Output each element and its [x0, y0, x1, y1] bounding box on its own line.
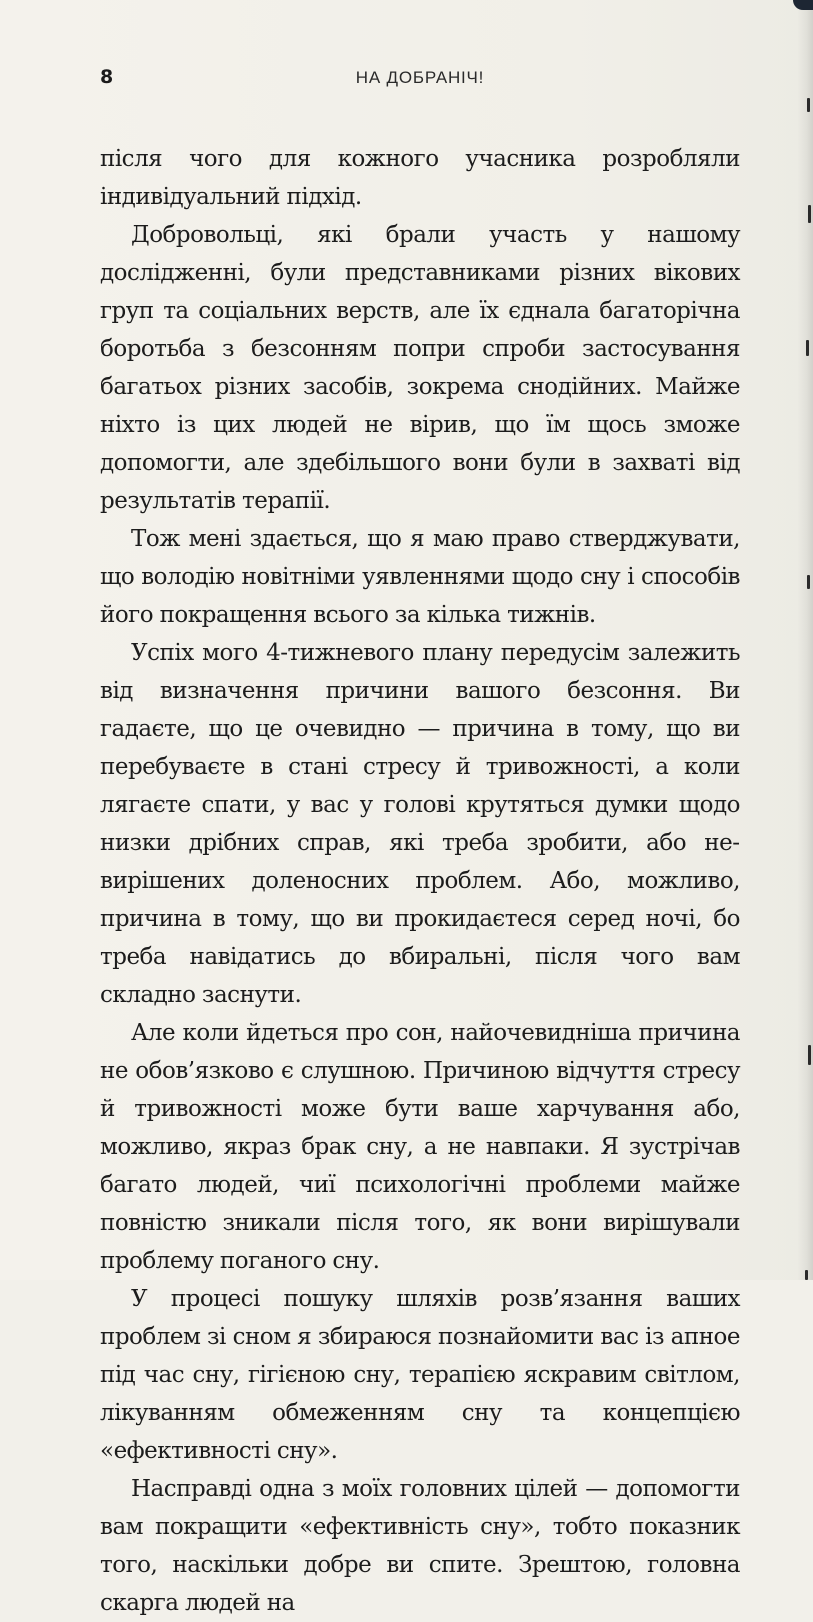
edge-mark — [806, 340, 809, 356]
page-number: 8 — [100, 66, 114, 88]
paragraph: У процесі пошуку шляхів розв’язання ваших проблем зі сном я збираюся познайомити вас із апное під час сну, гігієною сну, терапією яскравим світлом, лікуванням обмеженням сну та концепцією «ефективності сну». — [100, 1286, 740, 1464]
paragraph: Добровольці, які брали участь у нашому дослідженні, були представниками різних вікових груп та соціальних верств, але їх єднала багаторічна боротьба з безсонням попри спроби застосування багатьох різних засобів, зокрема снодійних. Майже ніхто із цих людей не вірив, що їм щось зможе допомогти, але здебільшого вони були в захваті від результатів терапії. — [100, 222, 740, 514]
paragraph: Насправді одна з моїх головних цілей — допомогти вам покращити «ефективність сну», тобто показник того, наскільки добре ви спите. Зрештою, головна скарга людей на — [100, 1476, 740, 1616]
corner-mark — [793, 0, 813, 10]
page-header — [100, 66, 740, 94]
edge-mark — [805, 1270, 808, 1280]
running-title: НА ДОБРАНІЧ! — [355, 68, 485, 87]
paragraph: після чого для кожного учасника розробляли індивідуальний підхід. — [100, 146, 740, 210]
paragraph: Тож мені здається, що я маю право стверджувати, що володію новітніми уявленнями щодо сну і способів його покращення всього за кілька тижнів. — [100, 526, 740, 628]
body-text — [100, 140, 740, 1622]
page-edge-shadow — [797, 0, 813, 1280]
paragraph: Успіх мого 4-тижневого плану передусім залежить від визначення причини вашого безсоння. Ви гадаєте, що це очевидно — причина в тому, що ви перебуваєте в стані стресу й тривожності, а коли лягаєте спати, у вас у голові крутяться думки щодо низки дрібних справ, які треба зробити, або невирішених доленосних проблем. Або, можливо, причина в тому, що ви прокидаєтеся серед ночі, бо треба навідатись до вбиральні, після чого вам складно заснути. — [100, 640, 740, 1008]
edge-mark — [808, 205, 811, 223]
edge-mark — [807, 98, 810, 112]
edge-mark — [808, 1045, 811, 1065]
paragraph: Але коли йдеться про сон, найочевидніша причина не обов’язково є слушною. Причиною відчуття стресу й тривожності може бути ваше харчування або, можливо, якраз брак сну, а не навпаки. Я зустрічав багато людей, чиї психологічні проблеми майже повністю зникали після того, як вони вирішували проблему поганого сну. — [100, 1020, 740, 1274]
edge-mark — [807, 575, 810, 589]
